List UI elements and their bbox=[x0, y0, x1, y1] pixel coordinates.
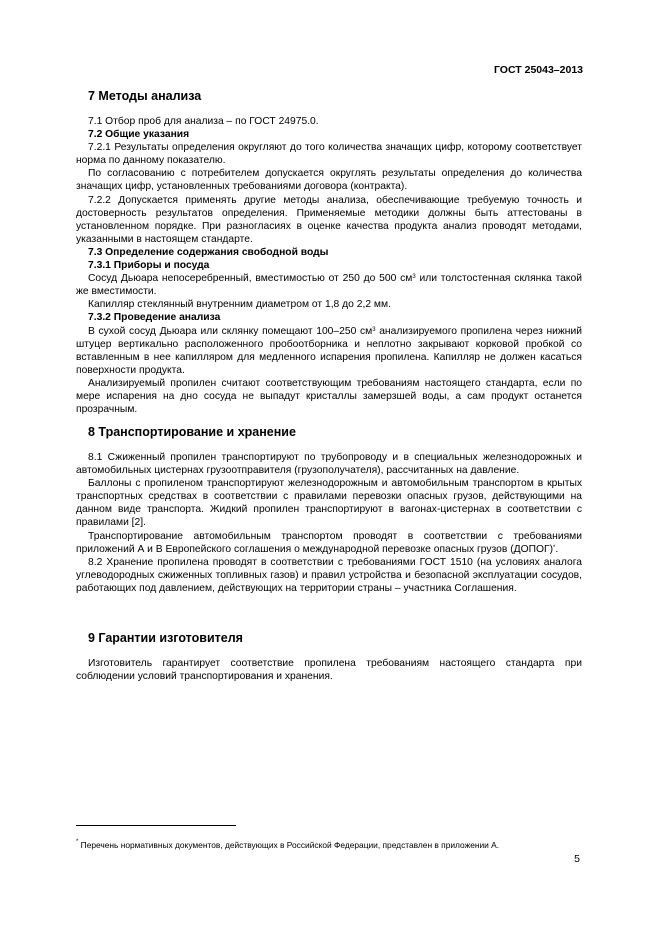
paragraph-7-2-1-agreement: По согласованию с потребителем допускается округлять результаты определения до количества значащих цифр, установленных требованиями договора (контракта). bbox=[76, 168, 582, 193]
paragraph-7-2-1: 7.2.1 Результаты определения округляют до того количества значащих цифр, которому соответствует норма по данному показателю. bbox=[76, 142, 582, 167]
page-number: 5 bbox=[574, 853, 580, 865]
footnote: * Перечень нормативных документов, действующих в Российской Федерации, представлен в приложении А. bbox=[76, 839, 500, 850]
paragraph-analysis-procedure: В сухой сосуд Дьюара или склянку помещают 100–250 $см^3$ анализируемого пропилена через нижний штуцер вертикально расположенного пробоотборника и неплотно закрывают корковой пробкой со вставленным в нее капилляром для медленного испарения пропилена. Капилляр не должен касаться поверхности продукта. bbox=[76, 325, 582, 376]
footnote-separator bbox=[76, 825, 236, 826]
paragraph-8-2: 8.2 Хранение пропилена проводят в соответствии с требованиями ГОСТ 1510 (на условиях аналога углеводородных сжиженных топливных газов) и правил устройства и безопасной эксплуатации сосудов, работающих под давлением, действующих на территории страны – участника Соглашения. bbox=[76, 556, 582, 594]
paragraph-7-2-2: 7.2.2 Допускается применять другие методы анализа, обеспечивающие требуемую точность и достоверность результатов определения. Применяемые методики должны быть аттестованы в установленном порядке. При разногласиях в оценке качества продукта анализ проводят методами, указанными в настоящем стандарте. bbox=[76, 194, 582, 245]
section-8-heading: 8 Транспортирование и хранение bbox=[88, 425, 296, 439]
subheading-7-3-2: 7.3.2 Проведение анализа bbox=[88, 312, 221, 324]
subheading-7-3: 7.3 Определение содержания свободной воды bbox=[88, 246, 329, 258]
paragraph-dewar-vessel: Сосуд Дьюара непосеребренный, вместимостью от 250 до 500 $см^3$ или толстостенная склянка такой же вместимости. bbox=[76, 273, 582, 298]
paragraph-7-1: 7.1 Отбор проб для анализа – по ГОСТ 24975.0. bbox=[88, 116, 319, 127]
subheading-7-3-1: 7.3.1 Приборы и посуда bbox=[88, 260, 210, 272]
section-7-heading: 7 Методы анализа bbox=[88, 89, 202, 103]
document-standard-header: ГОСТ 25043–2013 bbox=[493, 64, 583, 76]
section-7-body bbox=[76, 115, 582, 416]
subheading-7-2: 7.2 Общие указания bbox=[88, 129, 190, 141]
paragraph-9: Изготовитель гарантирует соответствие пропилена требованиям настоящего стандарта при соблюдении условий транспортирования и хранения. bbox=[76, 658, 582, 683]
paragraph-8-1: 8.1 Сжиженный пропилен транспортируют по трубопроводу и в специальных железнодорожных и автомобильных цистернах грузоотправителя (грузополучателя), рассчитанных на давление. bbox=[76, 452, 582, 477]
section-8-body bbox=[76, 451, 582, 595]
section-9-body bbox=[76, 657, 582, 683]
section-9-heading: 9 Гарантии изготовителя bbox=[88, 631, 243, 645]
paragraph-capillary: Капилляр стеклянный внутренним диаметром от 1,8 до 2,2 мм. bbox=[88, 299, 391, 311]
paragraph-road-transport: Транспортирование автомобильным транспортом проводят в соответствии с требованиями приложений А и В Европейского соглашения о международной перевозке опасных грузов (ДОПОГ)*. bbox=[76, 530, 582, 555]
paragraph-analysis-result: Анализируемый пропилен считают соответствующим требованиям настоящего стандарта, если по мере испарения на дно сосуда не выпадут кристаллы замерзшей воды, а сам продукт останется прозрачным. bbox=[76, 377, 582, 416]
paragraph-cylinders-transport: Баллоны с пропиленом транспортируют железнодорожным и автомобильным транспортом в крытых транспортных средствах в соответствии с правилами перевозки опасных грузов, действующими на данном виде транспорта. Жидкий пропилен транспортируют в вагонах-цистернах в соответствии с правилами [2]. bbox=[76, 478, 582, 529]
